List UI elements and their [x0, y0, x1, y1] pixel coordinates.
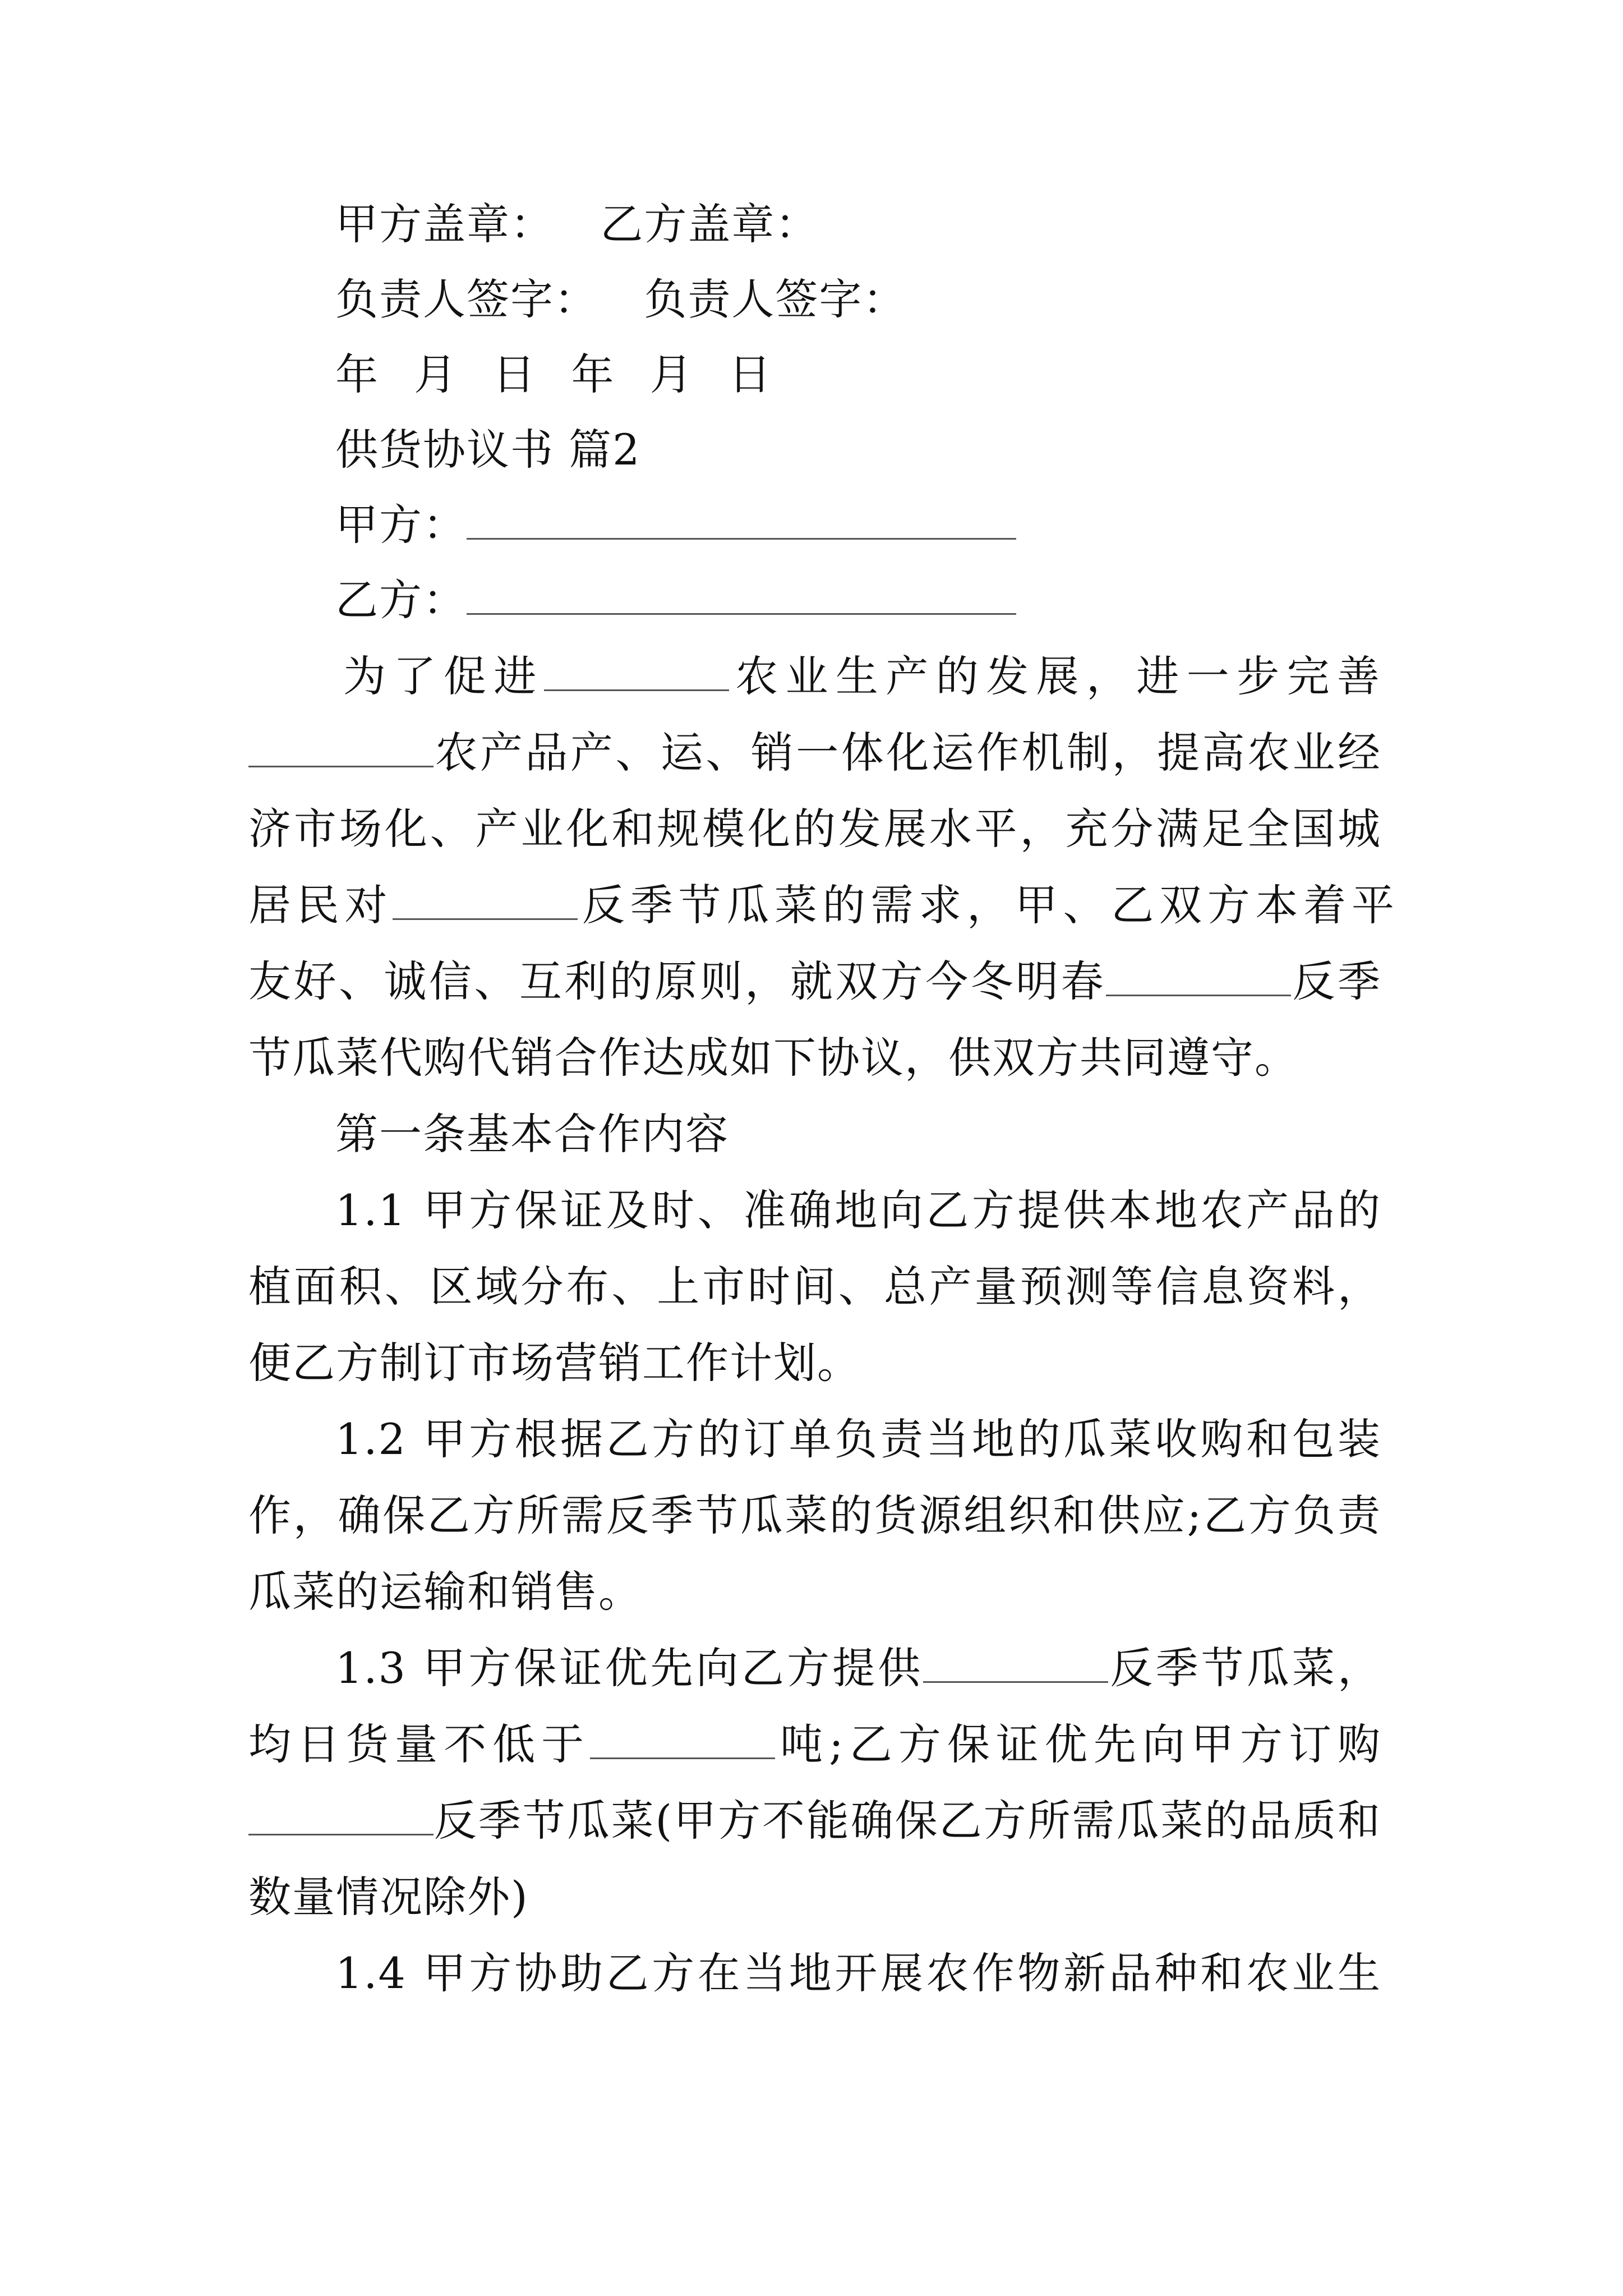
clause-text: 吨;乙方保证优先向甲方订购: [775, 1719, 1381, 1769]
intro-line-6: 节瓜菜代购代销合作达成如下协议，供双方共同遵守。: [248, 1033, 1298, 1083]
clause-1-4-line-1: 1.4 甲方协助乙方在当地开展农作物新品种和农业生: [335, 1948, 1381, 1998]
clause-text: 反季节瓜菜，: [1108, 1643, 1381, 1693]
fill-blank: [1106, 955, 1291, 996]
party-a-line: [335, 497, 1016, 553]
clause-1-2-line-2: 作，确保乙方所需反季节瓜菜的货源组织和供应;乙方负责: [248, 1490, 1381, 1540]
party-a-label: 甲方：: [335, 500, 467, 550]
intro-text: 为了促进: [343, 651, 544, 701]
intro-line-5: [248, 954, 1381, 1010]
fill-blank: [590, 1718, 775, 1759]
fill-blank: [248, 1795, 434, 1835]
party-b-label: 乙方：: [335, 575, 467, 625]
intro-text: 农产品产、运、销一体化运作机制，提高农业经: [434, 728, 1381, 777]
date-b: 年 月 日: [571, 349, 782, 399]
article-1-title: 第一条基本合作内容: [335, 1109, 729, 1159]
signer-a-label: 负责人签字：: [335, 274, 598, 324]
party-b-line: [335, 572, 1016, 628]
party-a-seal-label: 甲方盖章：: [335, 199, 554, 249]
fill-blank: [923, 1642, 1108, 1683]
section-title: 供货协议书 篇2: [335, 425, 641, 475]
clause-1-1-line-3: 便乙方制订市场营销工作计划。: [248, 1338, 861, 1388]
clause-1-3-line-3: [248, 1793, 1381, 1849]
intro-line-3: 济市场化、产业化和规模化的发展水平，充分满足全国城: [248, 804, 1381, 854]
fill-blank: [248, 726, 434, 767]
party-a-blank: [467, 499, 1016, 540]
intro-text: 居民对: [248, 880, 393, 930]
date-line: [335, 347, 782, 403]
clause-1-3-line-2: [248, 1717, 1381, 1773]
signer-b-label: 负责人签字：: [644, 274, 907, 324]
clause-text: 1.3 甲方保证优先向乙方提供: [335, 1643, 924, 1693]
clause-1-1-line-2: 植面积、区域分布、上市时间、总产量预测等信息资料，: [248, 1262, 1381, 1312]
clause-text: 反季节瓜菜(甲方不能确保乙方所需瓜菜的品质和: [434, 1796, 1381, 1846]
clause-1-1-line-1: 1.1 甲方保证及时、准确地向乙方提供本地农产品的: [335, 1185, 1381, 1235]
intro-line-2: [248, 725, 1381, 781]
seal-line: [335, 196, 819, 252]
intro-text: 反季: [1291, 956, 1381, 1006]
fill-blank: [393, 879, 578, 920]
clause-text: 均日货量不低于: [248, 1719, 591, 1769]
intro-line-4: [248, 877, 1395, 933]
party-b-seal-label: 乙方盖章：: [600, 199, 819, 249]
intro-line-1: [343, 648, 1381, 705]
party-b-blank: [467, 574, 1016, 615]
clause-1-3-line-1: [335, 1640, 1381, 1696]
intro-text: 反季节瓜菜的需求，甲、乙双方本着平: [578, 880, 1395, 930]
date-a: 年 月 日: [335, 349, 547, 399]
intro-text: 农业生产的发展，进一步完善: [728, 651, 1381, 701]
clause-1-2-line-1: 1.2 甲方根据乙方的订单负责当地的瓜菜收购和包装: [335, 1414, 1381, 1464]
intro-text: 友好、诚信、互利的原则，就双方今冬明春: [248, 956, 1106, 1006]
clause-1-3-line-4: 数量情况除外): [248, 1872, 529, 1922]
signer-line: [335, 272, 906, 328]
fill-blank: [544, 650, 729, 691]
clause-1-2-line-3: 瓜菜的运输和销售。: [248, 1567, 642, 1617]
